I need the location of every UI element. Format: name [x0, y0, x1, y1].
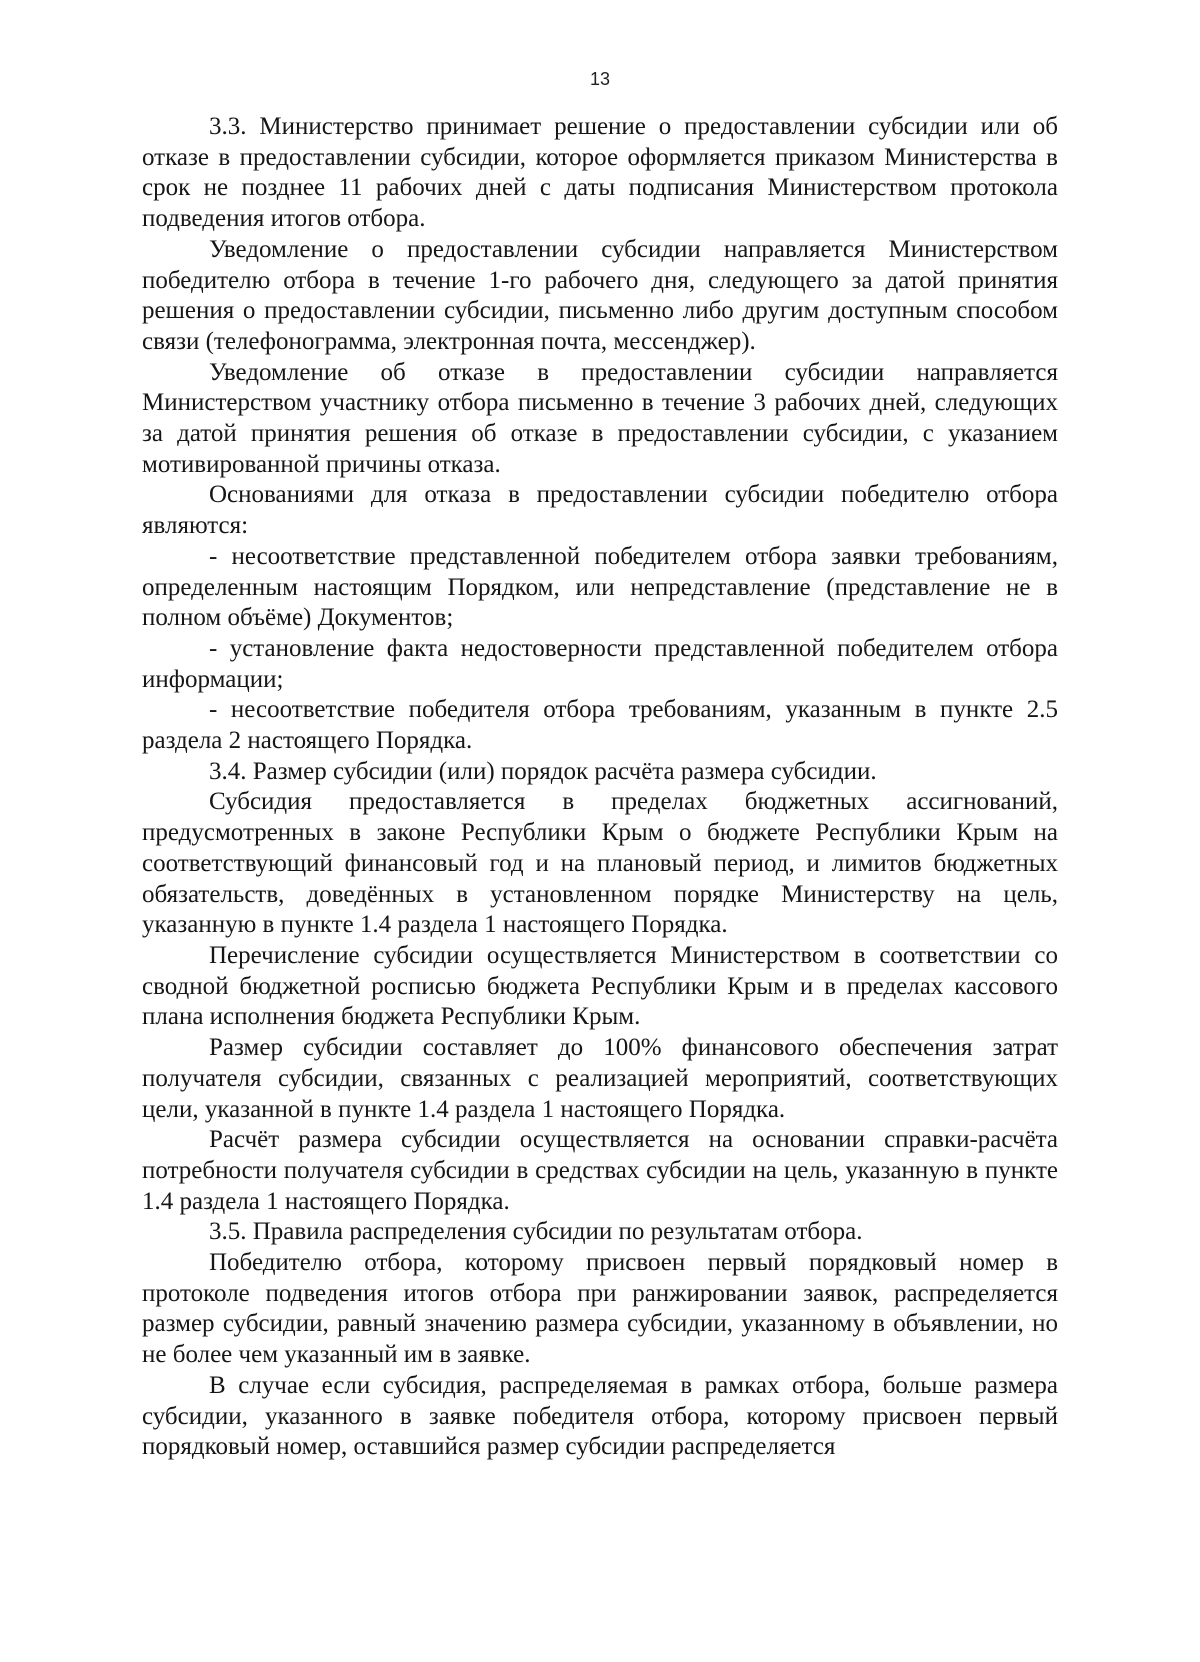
paragraph-calculation: Расчёт размера субсидии осуществляется на основании справки-расчёта потребности получателя субсидии в средствах субсидии на цель, указанную в пункте 1.4 раздела 1 настоящего Порядка. — [142, 1126, 1058, 1215]
paragraph-remaining: В случае если субсидия, распределяемая в рамках отбора, больше размера субсидии, указанного в заявке победителя отбора, которому присвоен первый порядковый номер, оставшийся размер субсидии распределяется — [142, 1371, 1058, 1461]
paragraph-notice-grant: Уведомление о предоставлении субсидии направляется Министерством победителю отбора в течение 1-го рабочего дня, следующего за датой принятия решения о предоставлении субсидии, письменно либо другим доступным способом связи (телефонограмма, электронная почта, мессенджер). — [142, 235, 1058, 355]
paragraph-first-winner: Победителю отбора, которому присвоен первый порядковый номер в протоколе подведения итогов отбора при ранжировании заявок, распределяется размер субсидии, равный значению размера субсидии, указанному в объявлении, но не более чем указанный им в заявке. — [142, 1249, 1058, 1369]
page-number: 13 — [589, 69, 611, 89]
paragraph-budget-limits: Субсидия предоставляется в пределах бюджетных ассигнований, предусмотренных в законе Республики Крым о бюджете Республики Крым на соответствующий финансовый год и на плановый период, и лимитов бюджетных обязательств, доведённых в установленном порядке Министерству на цель, указанную в пункте 1.4 раздела 1 настоящего Порядка. — [142, 788, 1058, 939]
paragraph-3-5-heading: 3.5. Правила распределения субсидии по результатам отбора. — [209, 1218, 863, 1246]
paragraph-notice-refusal: Уведомление об отказе в предоставлении субсидии направляется Министерством участнику отбора письменно в течение 3 рабочих дней, следующих за датой принятия решения об отказе в предоставлении субсидии, с указанием мотивированной причины отказа. — [142, 358, 1058, 478]
paragraph-refusal-grounds: Основаниями для отказа в предоставлении субсидии победителю отбора являются: — [142, 481, 1058, 540]
paragraph-subsidy-size: Размер субсидии составляет до 100% финансового обеспечения затрат получателя субсидии, связанных с реализацией мероприятий, соответствующих цели, указанной в пункте 1.4 раздела 1 настоящего Порядка. — [142, 1034, 1058, 1123]
list-item-ground-1: - несоответствие представленной победителем отбора заявки требованиям, определенным настоящим Порядком, или непредставление (представление не в полном объёме) Документов; — [142, 542, 1058, 632]
list-item-ground-2: - установление факта недостоверности представленной победителем отбора информации; — [142, 634, 1058, 693]
list-item-ground-3: - несоответствие победителя отбора требованиям, указанным в пункте 2.5 раздела 2 настоящего Порядка. — [142, 696, 1058, 755]
paragraph-3-4-heading: 3.4. Размер субсидии (или) порядок расчёта размера субсидии. — [209, 757, 877, 785]
paragraph-transfer: Перечисление субсидии осуществляется Министерством в соответствии со сводной бюджетной росписью бюджета Республики Крым и в пределах кассового плана исполнения бюджета Республики Крым. — [142, 941, 1058, 1031]
paragraph-3-3: 3.3. Министерство принимает решение о предоставлении субсидии или об отказе в предоставлении субсидии, которое оформляется приказом Министерства в срок не позднее 11 рабочих дней с даты подписания Министерством протокола подведения итогов отбора. — [142, 113, 1058, 233]
